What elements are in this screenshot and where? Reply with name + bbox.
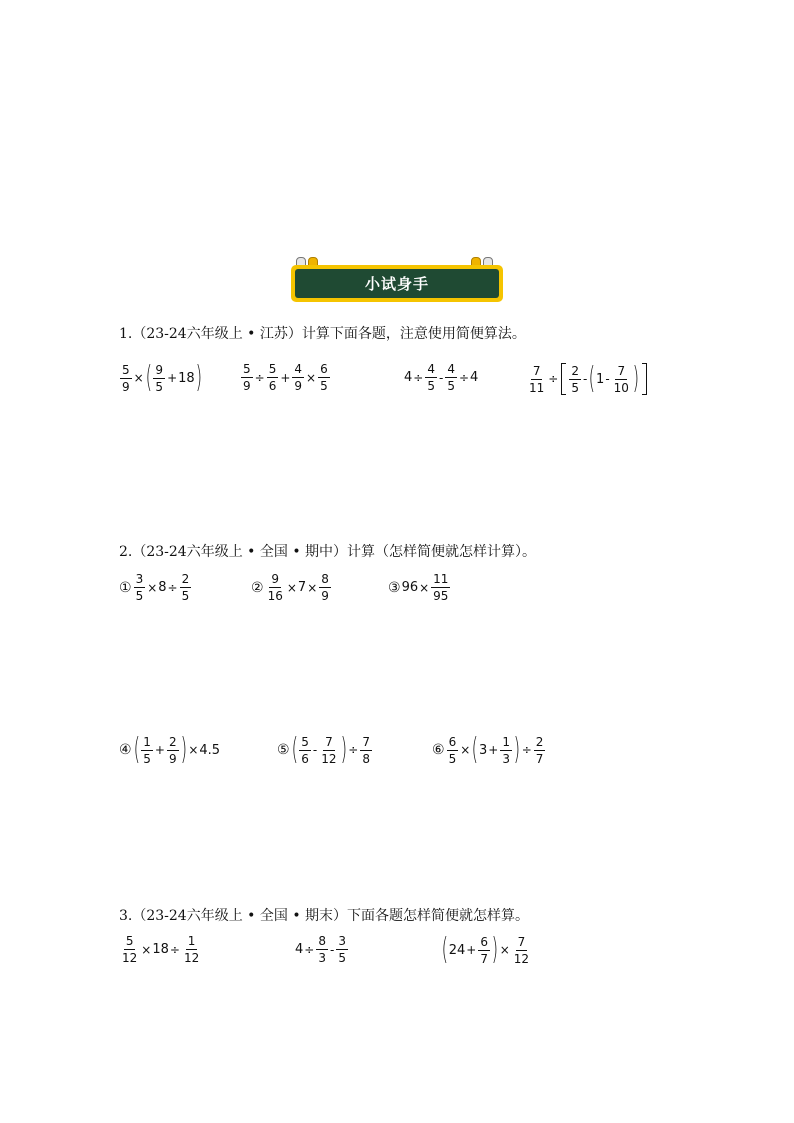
expression-2-3: ③ 96 × $\frac{11}{95}$ (388, 572, 449, 603)
fraction: $\frac{9}{5}$ (155, 362, 164, 394)
expression-3a: $\frac{5}{12}$ × 18 ÷ $\frac{1}{12}$ (122, 934, 200, 965)
expression-2-5: ⑤ ( $\frac{5}{6}$ - $\frac{7}{12}$ ) ÷ $\frac{7}{8}$ (277, 732, 370, 767)
section-banner (291, 257, 503, 302)
right-bracket (642, 363, 647, 395)
banner-board (291, 265, 503, 302)
expression-2-6: ⑥ $\frac{6}{5}$ × ( 3 + $\frac{1}{3}$ ) ÷ $\frac{2}{7}$ (432, 732, 544, 767)
left-bracket (561, 363, 566, 395)
expression-2-1: ① $\frac{3}{5}$ × 8 ÷ $\frac{2}{5}$ (119, 572, 190, 603)
expression-2-2: ② $\frac{9}{16}$ × 7 × $\frac{8}{9}$ (251, 572, 329, 603)
expression-1c: 4 ÷ $\frac{4}{5}$ - $\frac{4}{5}$ ÷ 4 (404, 362, 479, 393)
expression-1d: $\frac{7}{11}$ ÷ $\frac{2}{5}$ - ( 1 - $\frac{7}{10}$ ) (526, 363, 649, 395)
expression-1b: $\frac{5}{9}$ ÷ $\frac{5}{6}$ + $\frac{4}{9}$ × $\frac{6}{5}$ (243, 362, 328, 393)
question-3-title: 3.（23-24六年级上 • 全国 • 期末）下面各题怎样简便就怎样算。 (119, 908, 530, 924)
question-2-title: 2.（23-24六年级上 • 全国 • 期中）计算（怎样简便就怎样计算）。 (119, 544, 537, 560)
expression-2-4: ④ ( $\frac{1}{5}$ + $\frac{2}{9}$ ) × 4.5 (119, 732, 221, 767)
expression-1a: $\frac{5}{9}$ × ( $\frac{9}{5}$ + 18 ) (122, 360, 202, 395)
fraction: $\frac{5}{9}$ (122, 362, 130, 394)
banner-title: 小试身手 (295, 269, 499, 298)
expression-3c: ( 24 + $\frac{6}{7}$ ) × $\frac{7}{12}$ (441, 932, 530, 967)
expression-3b: 4 ÷ $\frac{8}{3}$ - $\frac{3}{5}$ (295, 934, 346, 965)
question-1-title: 1.（23-24六年级上 • 江苏）计算下面各题，注意使用简便算法。 (119, 326, 526, 342)
